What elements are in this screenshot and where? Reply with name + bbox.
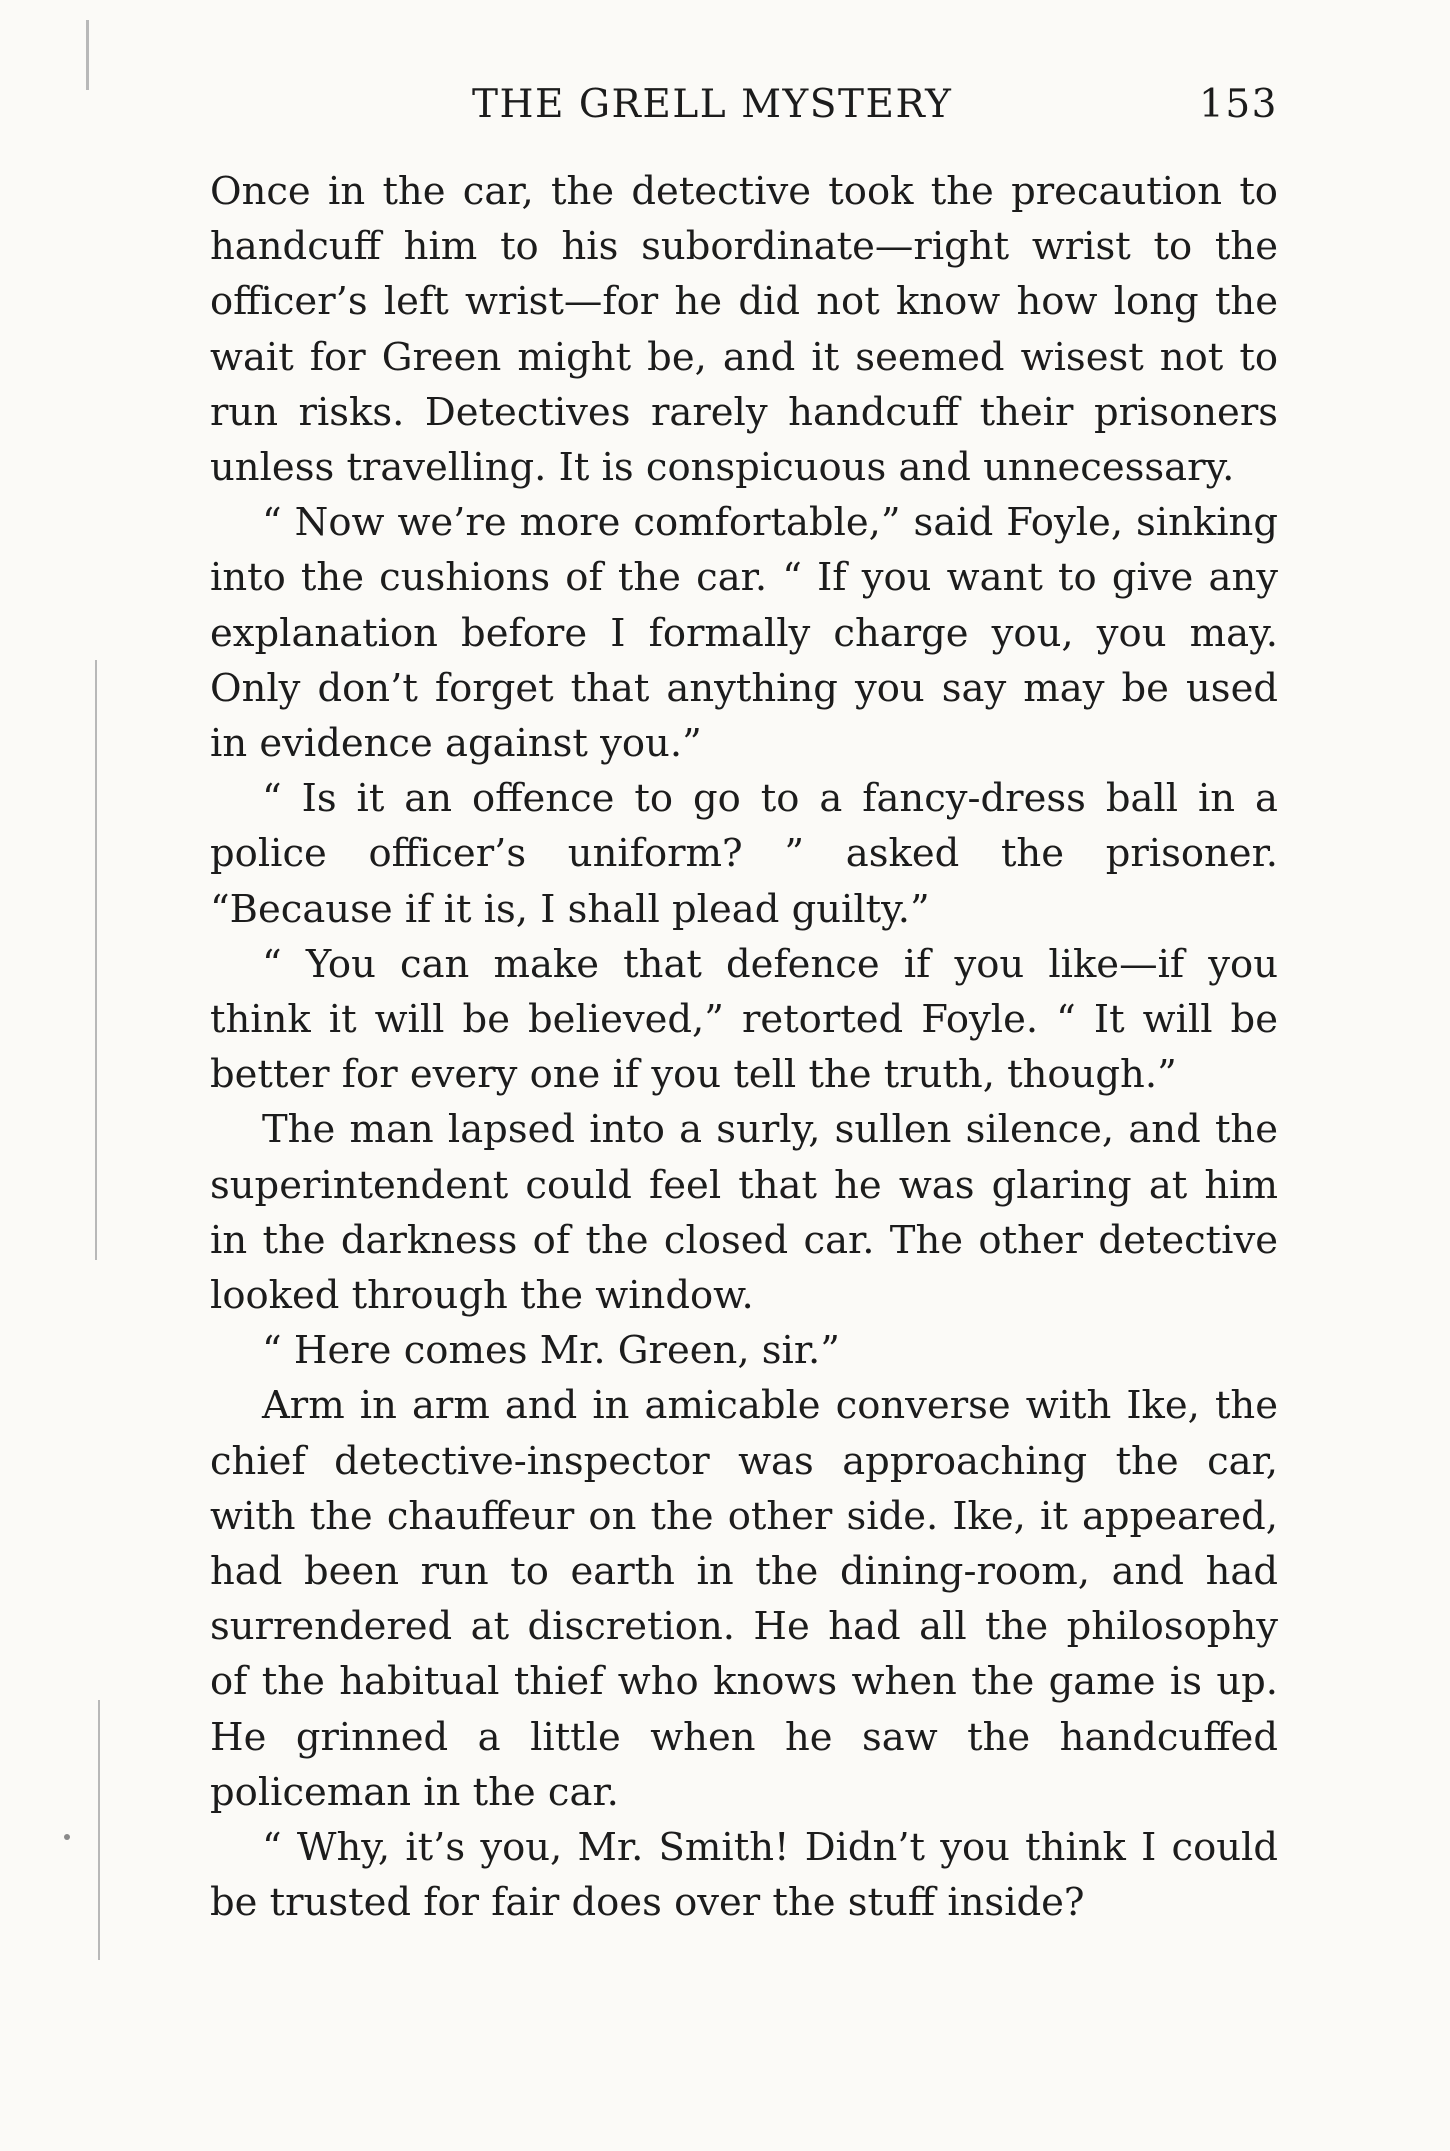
binding-edge-mark [86,20,89,90]
paragraph: “ Why, it’s you, Mr. Smith! Didn’t you think I could be trusted for fair does over the stuff inside? [210,1825,1278,1926]
running-header [210,82,1278,142]
binding-edge-mark [98,1700,100,1960]
paragraph: “ You can make that defence if you like—if you think it will be believed,” retorted Foyle. “ It will be better for every one if you tell the truth, though.” [210,941,1278,1098]
paragraph: The man lapsed into a surly, sullen silence, and the superintendent could feel that he was glaring at him in the darkness of the closed car. The other detective looked through the window. [210,1107,1278,1319]
paragraph: “ Now we’re more comfortable,” said Foyle, sinking into the cushions of the car. “ If you want to give any explanation before I formally charge you, you may. Only don’t forget that anything you say may be used in evidence against you.” [210,500,1278,767]
paragraph: “ Is it an offence to go to a fancy-dress ball in a police officer’s uniform? ” asked the prisoner. “Because if it is, I shall plead guilty.” [210,776,1278,932]
page-speck [64,1834,70,1840]
page-number: 153 [1199,82,1278,127]
running-title: THE GRELL MYSTERY [472,82,953,127]
paragraph: Once in the car, the detective took the precaution to handcuff him to his subordinate—right wrist to the officer’s left wrist—for he did not know how long the wait for Green might be, and it seemed wisest not to run risks. Detectives rarely handcuff their prisoners unless travelling. It is conspicuous and unnecessary. [210,169,1278,491]
paragraph: “ Here comes Mr. Green, sir.” [262,1328,840,1374]
paragraph: Arm in arm and in amicable converse with Ike, the chief detective-inspector was approaching the car, with the chauffeur on the other side. Ike, it appeared, had been run to earth in the dining-room, and had surrendered at discretion. He had all the philosophy of the habitual thief who knows when the game is up. He grinned a little when he saw the handcuffed policeman in the car. [210,1383,1278,1815]
binding-edge-mark [95,660,97,1260]
body-text [210,164,1278,1931]
